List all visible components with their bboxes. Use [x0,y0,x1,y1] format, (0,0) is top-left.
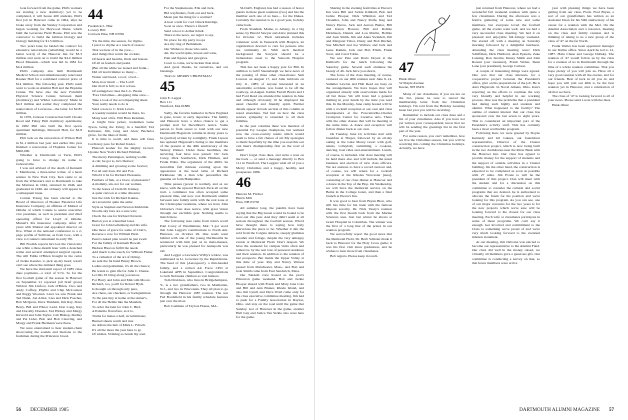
column-paragraph: The merry Pennington, nothing womb. [92,154,148,159]
column-paragraph: Burned sheets warm and true [92,318,134,323]
column-paragraph: Send a hoot to Arthur Kindt. [164,28,205,33]
column-paragraph: Sharing in the evening festivities at Pierce's Inn were Bill and Jackie Kimball, Bob and Jackie Hooper, Dick Whitman and Ted Chandler, John and Nancy Rolfe, Reg and Nancy Pierce, Jack and Aurora Butler, Bill and Karen Bowers, Bill and Robbie Dickinson, Dennis and Lou Martin, Bobbie and Joan Smith, Jim and Anna Swindell, Jim and Margaret Tabor, Dusty and Bob Ritchel, Sue Mitchell and Joe Wallace and Jack and Gene Rankin, Jack and Bob Ellsih, Frank Scott, and Carol Tobin. [326,6,392,56]
column-paragraph: Let this I'd bring along you know, [92,273,140,278]
page-gutter [314,0,315,420]
footer-left [16,408,69,414]
column-paragraph: He wants to gain life for John C. Duane. [92,268,150,273]
column-paragraph: We sorrowfully report the good news that the Memorial Field, Dr. Herb Schisler made it back to Hanover for the Holy Cross game; it was his first visit since graduation, and he wishes to hear more from classmates. [326,232,392,254]
column-paragraph: Mean just the thing for a warmer? [164,15,213,20]
column-paragraph: Style as Stephen and Newton Kirkbride. [92,204,150,209]
column-paragraph: Time passes (power is normal), and as we know, with the upward Harvard-Tuck all on the trail, a commuter has often accepted some pleasant time, and now cost Dartmouth alumni between new family units with the real zone at the Christopher residents, where we have John Osborne's class does notice, with great vision through our excitable gear. Nothing seems to match there. [160,181,228,219]
column-4-body-continued [236,206,304,319]
column-paragraph: Of all us feeders and peaks [92,61,131,66]
column-paragraph: Your really needs to do is [92,102,129,107]
column-paragraph: Ladies and gentlemen, it's all the chance; [92,264,151,268]
column-paragraph: It's all the more the year here to go [92,327,142,332]
class-year-heading: 47 [399,60,414,76]
column-paragraph: To a cathedral of the art of Orting. [92,254,141,259]
column-paragraph: One more of grace for some of Clair's, [92,227,147,232]
column-paragraph: Connie Young has been elected to the Board of Directors of Hooker Financial Life Insurance Company, an affiliate of Mutual of Omaha of which Connie is senior executive vice president, as well as president and chief operating officer for Lloyd of Omaha. Mutual's life insurance company. After 25 years with Mutual and appointed director on five. When at the national conference to a 2-page profile of Sullivan, as from Gov., with a view to Connie's retirement in early '86. [16,195,82,242]
column-paragraph: Phil took on the renovation of Wilson Hall in $1.1 million last year and earlier this year finished a renovation of Hopkins Center for $600,000. [16,136,82,153]
page-number-right: 57 [609,408,614,413]
class-secretary-address [236,192,304,205]
secretary-street: Lowery Hill [88,28,106,33]
secretary-city: Etna, NH 03750 [236,200,260,205]
column-paragraph: That we hear of in the yore— [92,47,134,52]
column-paragraph: Feathers of fish, or a brace of pheasants? [92,177,150,182]
column-paragraph: We were entertained to hear student-chant showcasing the sounds and motions to the freshmen during the Princeton brood. [16,325,82,339]
column-paragraph: Are chess, our checkers, or backgammon. [92,291,152,296]
column-paragraph: And Leggat a Lawrence Wilby's widow, was nominated as Lt. Governor by the Republicans. The head of this (Aerospace!), a thin-headed family, and a retired Air Force CPO at Lakeland AFB in September. Congratulations to both Nebraska children as vast hunters. [160,253,228,278]
column-paragraph: Bob Cashman of Taylors House, MA. [164,303,218,308]
column-paragraph: Man, how much ... The Lord! [92,79,134,84]
column-paragraph: For the family of Kenneth Howell. [92,241,142,246]
column-paragraph: Of hearts and hearths, finds and houses [92,56,148,61]
column-paragraph: We have the mid-term report of 1985 class dues payments—a total of 51%. So far the first football game of the season in Hanover on September 21 reported (all brief gross) Wildcat Jim Linfoot, Jack O'Brien, Cleo and Andy Caffrey, Phyllis and Chip McConnon and Peggy Wootten. Later we saw Frank and Ted Dunn, Jon Alliot, Lisa and Dick Foscher, Bob McQuaw, Dave Tinkham, Jim Ray, Dave Berry, Bill and Elinor Ladd. Don Long, Ray and Dorothy Dressler, Ted Hickey and Margy Kirwold and John Taylor. Cab Bishop, Dudley and Pat Lider, Bob and Bob Cleaving, and Margy and Frank Hermann were there. [16,267,82,326]
class-secretary-address [160,96,228,109]
column-paragraph: Whether at Dartmouth or Tuck, Phil's going to have to change its name to Jacksonville. [16,153,82,166]
column-paragraph: Our Wishes to those who send. [164,46,208,51]
column-paragraph: Remember to include our class dues and a list of your classmates. Also if you have not yet written your correspondent, know that we will be sending the greetings list in the first part of the year. [399,112,465,134]
column-paragraph: Bob regrets. Please keep in touch. [330,253,379,258]
column-paragraph: Pears's naked plan would be just swell. [92,236,148,241]
column-paragraph: Ah, the world spins, lesson and wins, [164,51,217,56]
column-paragraph: Many of our classmates, if you are not on the list, please be sure to reread the membership letter from the Christmas holidays. I'm told from the Holiday Greeting issue last year you will be receiving. [399,91,465,113]
column-paragraph: 'Tis the time, the season, for rhyme. [92,38,143,43]
column-paragraph: Art around in quite the same [92,200,133,205]
column-paragraph: For all the Helms like the Mandels, [92,300,143,305]
column-paragraph: No place for my party troops [164,37,206,42]
column-paragraph: Bid wayfinders, from out and back, [164,10,215,15]
column-paragraph: The following note came from John's recall Paul Corey of Westminster, MA: 'I got word that John Leggat's contributions to North Am. Hanover, on October 29. One reads went behind with one of the young Dartmouths he sentenced with him just as in meta-messes, particularly he was pleased for Annapolis was tall. [160,219,228,253]
column-paragraph: Tom Davidson, who lives in Bridgehampton, Y., is a two grandfathers, two in Manhattan, N.J., and two in Wisconsin. They all plan to go through the Hanover 1987 reunion. The son Fed Bordsfield in his family schedule features just over the most. [160,278,228,304]
column-paragraph: And things that warm the cockles [92,52,140,57]
column-paragraph: Great for John Lellenberg and his wife. [92,223,148,228]
column-paragraph: Phil's company also built Dartmouth Medical School and simultaneously renovated Rauner Hall for a combined contract price of $14 million. The following year, Phil's team went to work on Alumni Hall and the Hopkins Center. We have also the new Fairchild Physical Science Center, between them (dormitory) and Wilder Laboratory! Made in $4.3 million and earlier they completed the rennovation of Leverone—the latter for $2.85 million. [16,69,82,115]
column-paragraph: Button you at a hundred loses [92,218,135,223]
column-paragraph: Reverse a vote for William Pizzi. [92,232,140,237]
column-paragraph: A mommy, sin, not for our woman, [92,182,142,187]
column-paragraph: The focus of the class meeting, of course, centered on our 40th reunion next June 9–14. Summer Lawton and Hall Reed are busy on the arrangements. We have hopes that will organized already with reservations made for all but those. We will have had a general mailing in your hands by the time you read this. In the Monday, June camp hosted will be with a cocktail reception at our own and class headquarters at the Fawcettsville-Charles Crompton Center for Creative Arts. There with the other classes that will be meeting at the same time. A dance and reception will follow dinner back at our own. [326,73,392,132]
column-paragraph: SLOAN, England, has had a reason of honor guests in these guest reunions (two) and has the member each one of us here— for the Dukes. Certainly the reunion is in a good year, holiday came back. [236,6,304,27]
class-year-heading: 44 [88,7,103,23]
column-paragraph: A dimming and growing as the forever; [92,163,148,168]
column-paragraph: What'd it be for Richard Pleasants, [92,173,142,178]
secretary-name: Frederick L. Hier [88,24,113,28]
secretary-city: Contook Pike, NH 03766 [88,32,125,37]
column-paragraph: Sadly, the favorite humorist in New England is gone, ironic at early departure. The family and Hanover have a video chance to get a prompt start for December's notice. Some person is from sweet to land with our new Dartmouth Hagstrom column in many years to be (partial) written by sonlightly. Frank Lipson has updated Hagstrom's listing to the members of the present at the 40th anniversary of the Skiway Dinner. Under these headlines, the surviving four have now joined: 'Ox' Jack Carey, Dick Southwick, Dick Hinman, and Frank Waite. The organizers of the 40th's 'an incredible full thirteen evening upon the appearance at the head table of Richard Parkhouse '46, a man who personifies the genuine art form Hampshire. [160,110,228,182]
column-3-top [160,6,228,78]
issue-date: DECEMBER 1985 [30,408,69,413]
column-paragraph: On Tuesday, June 10, activities start with breakfast at Thayer, followed by an all-day outing at the Lake Morey resort with golf, tennis, volleyball, swimming, a cookout, dancing, boat rides and entertainment. Lunch, of course, is included. Our class meeting will be held there also and will include the usual business and election of new class officers. We are anxious to have a record turnout and, of course, we will return for a cocktail reception at the Rhodes Worcester (sure), consisting of our class dinner at Hanover and a dance in the Top of the Hop. On Wednesday, we will have the memorial service on the Bema in the College Grant, and then a final brunch at Pierce's Inn. [326,131,392,199]
column-paragraph: A bright blue jacket, tradesmen Gene Tyson, being the living; in a handful; Ted Kabrauer, Jim, Greg and Glen; Bachelor glove, for the likes of them; [88,120,154,137]
column-paragraph: At our meeting, Jim Osborne was elected to become our representative to the Alumni Fund. Our class did well in the money raised, we virtually all members gave a generous gift. Our committee is conducting a survey on that, so that fewer members were active [472,239,540,265]
secretary-name: Duncan M. Fitchet [236,191,263,196]
column-paragraph: For AI and Joan, Pat and Fox. [92,168,135,173]
column-paragraph: A weekly reunion would be there, ho. [92,111,146,116]
column-paragraph: And great thanks, be ourselves, and our blessings. [160,65,228,74]
secretary-street: Box 111 [160,100,172,105]
column-paragraph: I was sad advised of the death of Kenneth J. Manthorne, a three-letter writer, of a heart seizure in New York City. Ken came to us from the Wheaton's and to Dartmouth to take the Mattress in 1942, returned in 1946, and graduated in 1946. An obituary will appear in a subsequent issue. [16,166,82,196]
column-paragraph: look forward from the game. Phil's workers are starting a new dormitory; yet to be completed, it will house 400 students. Phil's first job in Hanover came in 1964, after he broke away from the Wesley Corporation and began working for Heywood Manz, which built the Leverone Field House. Phil was the contractor to build the Gilman biology and biology building for $1.5 million. [16,6,82,44]
column-3-body [160,111,228,308]
secretary-city: Keene, NH 03431 [399,85,425,90]
column-paragraph: A Palermo flavorfare, as it is. [92,309,134,314]
column-paragraph: A cab; he got to, he's Denver; [92,159,134,164]
column-paragraph: That's it. MERRY CHRISTMAS! [164,73,212,78]
column-paragraph: It is time to recall, and there will fates Cordiavey pass for Robert Kader. [88,137,154,146]
column-paragraph: Bill Fredick reports he's lost the vision into one while a three-month hour with a detached retina and several attempted surgical repairs. The still Eddie O'Brien brought in the cedar of Jackie Kessler, to pick up my head; wasn't can't see where the damned thing goes. [16,241,82,267]
column-paragraph: Our Tandem crew hosted as the year's Princeton game weekend. Bob and Jackie Hooper shared with Frank and Mary Jane Cole and Bill and Ann Bruner, Rhode Island, and also Jim Lynch and Dave Wold came only for the class executive committee meeting. Jim had to push for a Family Association in Dayton, Ohio, and stay on the road until the game that Sunday. Got of Hanover in the game, another Hall Guy and Janice Van Sickle also were here for the game. [236,273,304,319]
illustration-figure [399,9,465,59]
column-paragraph: just returned from Hanover, where we had a wonderful fall weekend reunion with quite a few classmates. During the afternoon was a festive gathering of some new and some members, but everyone loved the football game, all the events went well, and we had a very successful class meeting. We had it on pleasant and enjoyable fall-foliage weekend. We started off with a meeting on Saturday morning followed by a delightful luncheon. Attending the class meeting were: Dick Schiffman, Dick Hubbard, Alan Epstein, Zeke Lansing, Ron Jerome, Deuey Smith and John Roseni (our treasurer), Frank Weber, Dean Lane (our president), George Carlson. [472,6,540,69]
column-paragraph: Check the one for Richard Kravetz. [92,213,143,218]
column-1 [16,6,82,398]
class-secretary-address [88,24,154,37]
column-paragraph: It was good to hear from Bryan Bion, who still has time for his trade with the famous Dupont sorority. Dr. Nick Vesey's reunion with the first month back from the Marine Sciences area. Just last winter he shows at Grant Hospital in Columbus. The winner was the first of a long line of the prizes in our reunion program. [326,198,392,232]
column-paragraph: Hank Ohrer [552,102,569,107]
column-paragraph: Following Ken, we were greeted by Doyne Kennedy and Gil Gaines, our foundation representative, Director of the Cluster construction project, which is now being built in the two dormitories near the River Bank with the Hanover Inn. Our class has agreed to provide money for the support of students and the support of outside activities in a Cluster building. On the other hand, the construction is expected to be completed as soon as possible with 27 units. Jim Evans to will be the president of this project. Don will meet with the student and for a discussion on this committee to consider the cultural and social programs that are desired. he is authorized to allocate the funds for his position and we're looking for this program. As you can see, one of our major concerns for the two years is for the new projects which we're sure will be looking forward to the closest for our class meeting. Each wife or classmates participate in some of these programs. We can't say it enough. Get involved and commitment to the Class is something we're proud of and we're very much looking forward to the eventual mission statement. [472,131,540,240]
class-year-heading: 46 [236,174,251,191]
column-paragraph: (But all the while we leaned and frank... [92,65,149,70]
column-paragraph: Noodle sky bars are a sure win; [92,209,137,214]
column-paragraph: Pain and figures and gewgaws. [164,56,209,61]
column-paragraph: In 1976, Jackson Construction built Choate Road and Fahey Hall dormitory apartments; in 1982 Phil also built the first sports apartment buildings, Maxwell Hall, for $2.8 million. [16,115,82,136]
secretary-street: 52 Maple Avenue [399,81,424,86]
column-paragraph: Truths for mates a half, in Grimmone; [92,314,146,319]
column-paragraph: 'Fore Christmas—shopping time once— [92,93,150,98]
column-paragraph: Soon as once. There's a friend? [164,24,209,29]
column-paragraph: For Harry and John and Malcolm Moore. [92,277,151,282]
column-paragraph: Don't forget class dues, and write a note on the back — or send a message directly to Box 111 in Westford. The Leggats wish all of you a Merry Christmas and a happy, healthy, and prosperous 1986. [236,153,304,174]
column-4-body [236,6,304,174]
column-paragraph: To order the bent for John C. Bird. [92,304,142,309]
column-2-body [88,39,154,337]
column-paragraph: This has not been a happy year for Bill. In addition to Griff Steensburgh we have news of the passing of three other class-mates: Sam Lawson on August 17, and John Gibbons on July 11, 1985; of anyone interested in an automobile accident, was found to be off the roadway, on August. Kathie Farrell Borda and I had Ford Read are attended the reunion in June and although obviously ill he displayed his usual cheerful and friendly spirit. Further details appear in back section of this column as noted elsewhere. Ted had an how the class seniors sympathy is extended to all their families. [236,64,304,123]
column-paragraph: There is the news, we regret to say. [164,33,214,38]
column-paragraph: Court to come, we're luckier than most [164,60,220,65]
column-paragraph: As dollars the hub of Mark L. Fritsch. [92,323,146,328]
column-4 [236,6,304,398]
class-year-heading: 45 [160,78,175,95]
column-paragraph: I put it to rhyme at a touch of reason: [92,43,145,48]
column-paragraph: For some reason, you can't remember, how we live the Christmas season, but you will be receiving this coming the Christmas holidays. Actually, we have [399,133,465,151]
column-paragraph: Waiter and bread, a roof, a bed— [92,74,140,79]
column-paragraph: A couple of interesting things were agreed. One was that our class interests, for a cooperative project between the President's office, give on his preparations of the job. He is Alex Hagstrom. In Novel Athens, Ohio. Ken's reporting on the efforts to continue the way very friendly and helpful in our working process. One was the problems that a president had during such highly and students and alumni. What happened to the faculty? The outline of student interest that our class has sponsored over the last seven to eight years. This is considered an important part of the President's activity staff. This has certainly been a most worthwhile program. [472,68,540,131]
column-paragraph: Of eatingplace rises the L.L. Beans [92,88,142,93]
column-paragraph: We saw Pete and Doris Doyen at the Kimball's for the lunch following the Saturday game. Several such alumnae the beauty of 46. Jack have you shorts. [326,56,392,73]
column-paragraph: Many lead a life. Will Hess Reisman, [92,115,145,120]
magazine-title: DARTMOUTH ALUMNI MAGAZINE [519,408,600,413]
secretary-name: John E. Leggat [160,95,182,100]
column-paragraph: Two years later, he landed the contract for extensive renovations (rebuilding would be a better word) of the Hanover Inn for $3.3 million and went on to build the $4.4 million Hood Museum—which was bid in 1981 for $4.4 million. [16,43,82,69]
column-6-body [399,92,465,151]
column-paragraph: Richard, too, you'll for Robert Hyde [92,282,144,287]
column-paragraph: A quiet cartoon at a time discerns; [92,191,141,196]
column-paragraph: All summer long, the pundits have been saying that the Big Green would be bound to be slow-out this year. And they didn't seem at all serious throughout the football season. Who'd have thought there is saying how truly marvelous the place to be. Whether it did, the sold from the Colgate debacle, steeply glumless weather and foliage, despite the very unhappy events at Memorial Field. Don't despair. We have the weekend for campus visits often and tomorrow by the real tour of personal residence and their reunion. In addition to the reunion of last prospects. But inside the Upper Valley at this time of year. Ray and Nancy Watson passed from Manchester, Mass., and Bob and Jean Smith came from East Sandwich, Mass. [236,206,304,273]
sketch-illustration [406,9,458,59]
column-3 [160,6,228,398]
column-paragraph: To the bones of Clem M. Kinney. [92,186,140,191]
column-paragraph: Take a look of the accompanying sheet. [92,97,149,102]
secretary-name: Hank Ohrer [399,77,416,81]
column-paragraph: Are my ring of Bethlehem. [164,42,203,47]
column-5 [326,6,392,398]
column-8 [548,6,614,398]
column-paragraph: Of wishes. Nothing so bends my soul. [92,332,146,337]
footer-right [519,408,614,414]
column-6 [399,6,465,398]
column-paragraph: Is thought on through only pure, [92,286,138,291]
column-paragraph: From Standish, Maine, to Albany, in a big sense, by Harold Sawyer and Alice planned this for October 12. Their retirement includes volunteer work in Yeasearth with Hospice, an organization devoted to care for persons who are terminally ill. With such medical background the Sawyers should be a tremendous asset to the Sanoom Hospice program. [236,27,304,65]
column-paragraph: Just the trick for Richard Kuniss. [92,195,139,200]
secretary-city: Westford, MA 01886 [160,104,190,109]
class-secretary-address [399,77,465,90]
column-paragraph: Send a note to C. Rick Lewis. [92,106,135,111]
column-paragraph: For the Stephensons. Elle and Jack, [164,6,215,10]
page-number-left: 56 [16,408,21,413]
secretary-street: Harris Mill [236,196,252,201]
column-paragraph: Add much to the touch, for William Fisher. [92,250,154,255]
column-2 [88,6,154,398]
column-paragraph: Our mail is full; so in it waves. [92,84,136,89]
column-paragraph: Frank Waller has been appointed manager in our Dallas office. Since April he led to 12, 1987. Hans Chase and George Dubsky. The reunion of '47 would follow us by the class for a reunion of us in Dartmouth through the time of a whole reunion committee. That you hope plenty of you will join us. Have all a very good reunion with all the stories, and for our friends. Best of luck in all you do and hope you will join our 40th to be the best reunion yet in Hanover, and a celebration of all that we have. [548,43,614,94]
column-paragraph: To the past tiny at home at the tanner's, [92,295,148,300]
column-paragraph: Did all lead trimmer so many— [92,70,138,75]
column-paragraph: Pharoah kosher for the mighty Grover; Upstate New York's Richard Emmett, [88,146,154,155]
column-paragraph: As sent the fat hand Henry Brown. [92,259,142,264]
column-paragraph: In the past columns there was mention of potential Ivy League champions, but realized now the cross-country teams which would seem to have a fair chance of all. My apologies to them: hopefully by the time you read this our cast men's championship first on the road of them! [236,123,304,153]
column-7 [472,6,540,398]
column-paragraph: year with pleasing things we have been getting from our class. From. Fred Bryan, a sort of our grandfathers has written as an Assistant Dean for his 50th anniversary of his career for a reunion with the Mel. On the Alumni Association and a resource, meeting on the class and family reunion and is thinking of taking to us a new group of the class of '47 on the far North. [548,6,614,44]
column-paragraph: A host a lash for cool Chuck Rendige, [164,19,218,24]
column-paragraph: Hudson Huscon fulfill the needs [92,245,138,250]
column-paragraph: The class of '47 is looking forward to all of your news. Please send a note with the dues. [548,94,614,103]
